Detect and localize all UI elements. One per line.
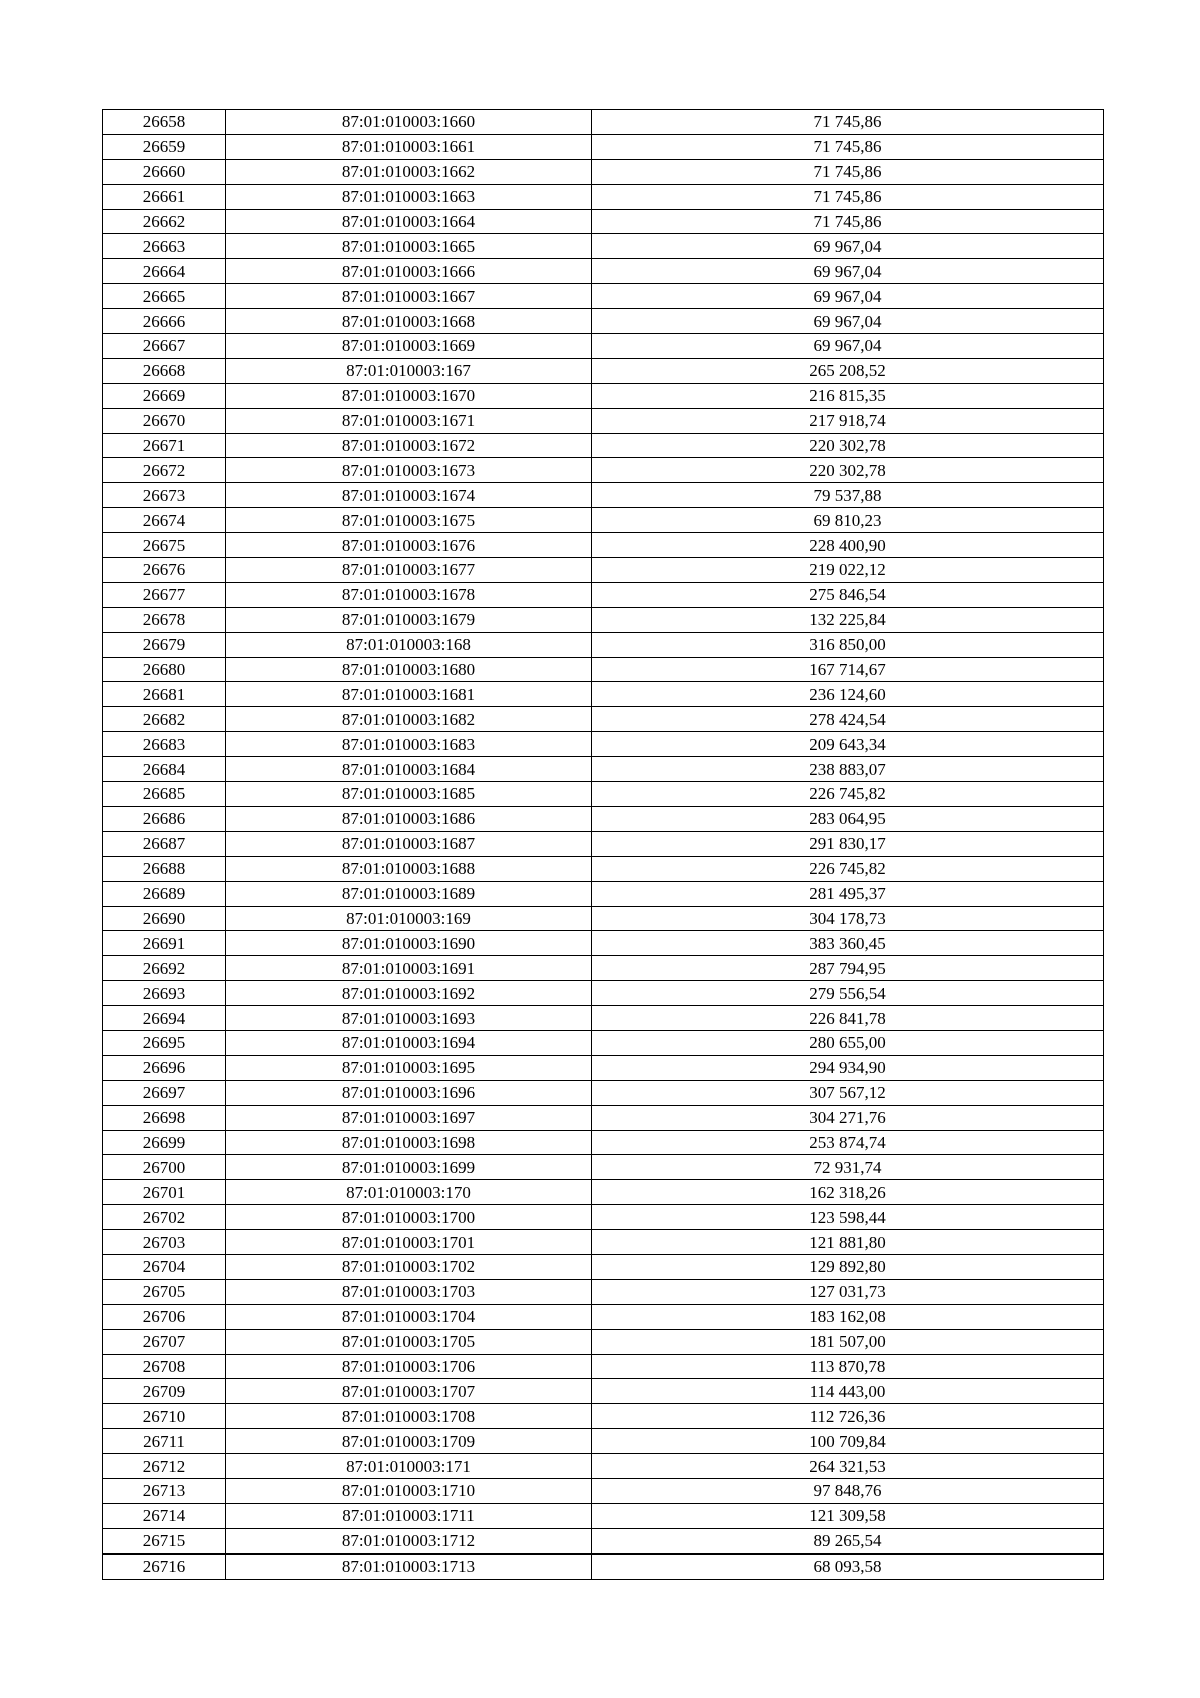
cadastral-number-cell: 87:01:010003:1684 (226, 757, 592, 782)
cadastral-number-cell: 87:01:010003:168 (226, 632, 592, 657)
table-row (103, 582, 1104, 607)
value-cell: 280 655,00 (592, 1030, 1104, 1055)
value-cell: 294 934,90 (592, 1055, 1104, 1080)
table-row (103, 906, 1104, 931)
cadastral-number-cell: 87:01:010003:1683 (226, 732, 592, 757)
cadastral-number-cell: 87:01:010003:1664 (226, 209, 592, 234)
value-cell: 69 967,04 (592, 309, 1104, 334)
table-row (103, 881, 1104, 906)
table-row (103, 1230, 1104, 1255)
value-cell: 69 967,04 (592, 259, 1104, 284)
row-number-cell: 26658 (103, 110, 226, 135)
table-row (103, 707, 1104, 732)
row-number-cell: 26685 (103, 782, 226, 807)
table-row (103, 284, 1104, 309)
value-cell: 281 495,37 (592, 881, 1104, 906)
table-row (103, 1304, 1104, 1329)
table-row (103, 309, 1104, 334)
value-cell: 275 846,54 (592, 582, 1104, 607)
value-cell: 69 967,04 (592, 234, 1104, 259)
value-cell: 71 745,86 (592, 209, 1104, 234)
value-cell: 121 881,80 (592, 1230, 1104, 1255)
row-number-cell: 26691 (103, 931, 226, 956)
cadastral-number-cell: 87:01:010003:1690 (226, 931, 592, 956)
value-cell: 216 815,35 (592, 383, 1104, 408)
value-cell: 226 841,78 (592, 1006, 1104, 1031)
row-number-cell: 26661 (103, 184, 226, 209)
table-row (103, 632, 1104, 657)
value-cell: 291 830,17 (592, 831, 1104, 856)
row-number-cell: 26676 (103, 558, 226, 583)
row-number-cell: 26701 (103, 1180, 226, 1205)
cadastral-number-cell: 87:01:010003:1670 (226, 383, 592, 408)
table-row (103, 483, 1104, 508)
table-row (103, 806, 1104, 831)
cadastral-number-cell: 87:01:010003:1687 (226, 831, 592, 856)
cadastral-number-cell: 87:01:010003:1666 (226, 259, 592, 284)
table-row (103, 1254, 1104, 1279)
value-cell: 304 271,76 (592, 1105, 1104, 1130)
row-number-cell: 26672 (103, 458, 226, 483)
cadastral-number-cell: 87:01:010003:1662 (226, 159, 592, 184)
row-number-cell: 26670 (103, 408, 226, 433)
row-number-cell: 26683 (103, 732, 226, 757)
value-cell: 278 424,54 (592, 707, 1104, 732)
table-row (103, 1030, 1104, 1055)
value-cell: 97 848,76 (592, 1478, 1104, 1503)
row-number-cell: 26669 (103, 383, 226, 408)
cadastral-number-cell: 87:01:010003:1699 (226, 1155, 592, 1180)
row-number-cell: 26711 (103, 1429, 226, 1454)
table-row (103, 956, 1104, 981)
table-body (103, 110, 1104, 1580)
cadastral-number-cell: 87:01:010003:1696 (226, 1080, 592, 1105)
value-cell: 307 567,12 (592, 1080, 1104, 1105)
cadastral-number-cell: 87:01:010003:1668 (226, 309, 592, 334)
table-row (103, 358, 1104, 383)
cadastral-number-cell: 87:01:010003:1686 (226, 806, 592, 831)
cadastral-number-cell: 87:01:010003:170 (226, 1180, 592, 1205)
value-cell: 71 745,86 (592, 159, 1104, 184)
value-cell: 121 309,58 (592, 1503, 1104, 1528)
table-row (103, 831, 1104, 856)
value-cell: 236 124,60 (592, 682, 1104, 707)
table-row (103, 1105, 1104, 1130)
cadastral-number-cell: 87:01:010003:1681 (226, 682, 592, 707)
value-cell: 69 810,23 (592, 508, 1104, 533)
value-cell: 226 745,82 (592, 782, 1104, 807)
cadastral-number-cell: 87:01:010003:1679 (226, 607, 592, 632)
table-row (103, 1528, 1104, 1553)
value-cell: 71 745,86 (592, 134, 1104, 159)
value-cell: 72 931,74 (592, 1155, 1104, 1180)
cadastral-number-cell: 87:01:010003:1673 (226, 458, 592, 483)
row-number-cell: 26694 (103, 1006, 226, 1031)
cadastral-number-cell: 87:01:010003:1676 (226, 533, 592, 558)
table-row (103, 1279, 1104, 1304)
cadastral-number-cell: 87:01:010003:1685 (226, 782, 592, 807)
row-number-cell: 26698 (103, 1105, 226, 1130)
cadastral-number-cell: 87:01:010003:1677 (226, 558, 592, 583)
cadastral-number-cell: 87:01:010003:1678 (226, 582, 592, 607)
row-number-cell: 26662 (103, 209, 226, 234)
value-cell: 68 093,58 (592, 1554, 1104, 1579)
row-number-cell: 26684 (103, 757, 226, 782)
row-number-cell: 26674 (103, 508, 226, 533)
table-row (103, 1155, 1104, 1180)
cadastral-number-cell: 87:01:010003:1689 (226, 881, 592, 906)
value-cell: 132 225,84 (592, 607, 1104, 632)
cadastral-number-cell: 87:01:010003:167 (226, 358, 592, 383)
table-row (103, 1379, 1104, 1404)
cadastral-number-cell: 87:01:010003:1667 (226, 284, 592, 309)
table-row (103, 334, 1104, 359)
value-cell: 287 794,95 (592, 956, 1104, 981)
value-cell: 69 967,04 (592, 284, 1104, 309)
row-number-cell: 26659 (103, 134, 226, 159)
row-number-cell: 26702 (103, 1205, 226, 1230)
cadastral-number-cell: 87:01:010003:1693 (226, 1006, 592, 1031)
cadastral-number-cell: 87:01:010003:1702 (226, 1254, 592, 1279)
row-number-cell: 26681 (103, 682, 226, 707)
value-cell: 71 745,86 (592, 184, 1104, 209)
cadastral-number-cell: 87:01:010003:1713 (226, 1554, 592, 1579)
value-cell: 228 400,90 (592, 533, 1104, 558)
table-row (103, 558, 1104, 583)
cadastral-number-cell: 87:01:010003:1707 (226, 1379, 592, 1404)
value-cell: 71 745,86 (592, 110, 1104, 135)
cadastral-number-cell: 87:01:010003:1671 (226, 408, 592, 433)
table-row (103, 533, 1104, 558)
cadastral-value-table (102, 109, 1104, 1580)
row-number-cell: 26697 (103, 1080, 226, 1105)
row-number-cell: 26660 (103, 159, 226, 184)
row-number-cell: 26663 (103, 234, 226, 259)
cadastral-number-cell: 87:01:010003:1665 (226, 234, 592, 259)
table-row (103, 383, 1104, 408)
cadastral-number-cell: 87:01:010003:1691 (226, 956, 592, 981)
table-row (103, 134, 1104, 159)
table-row (103, 1354, 1104, 1379)
table-row (103, 209, 1104, 234)
cadastral-number-cell: 87:01:010003:1672 (226, 433, 592, 458)
row-number-cell: 26712 (103, 1454, 226, 1479)
row-number-cell: 26671 (103, 433, 226, 458)
row-number-cell: 26690 (103, 906, 226, 931)
cadastral-number-cell: 87:01:010003:1688 (226, 856, 592, 881)
cadastral-number-cell: 87:01:010003:169 (226, 906, 592, 931)
table-row (103, 1080, 1104, 1105)
value-cell: 304 178,73 (592, 906, 1104, 931)
value-cell: 89 265,54 (592, 1528, 1104, 1553)
value-cell: 181 507,00 (592, 1329, 1104, 1354)
table-row (103, 458, 1104, 483)
value-cell: 129 892,80 (592, 1254, 1104, 1279)
row-number-cell: 26700 (103, 1155, 226, 1180)
value-cell: 209 643,34 (592, 732, 1104, 757)
cadastral-number-cell: 87:01:010003:1680 (226, 657, 592, 682)
table-row (103, 508, 1104, 533)
value-cell: 127 031,73 (592, 1279, 1104, 1304)
row-number-cell: 26710 (103, 1404, 226, 1429)
value-cell: 238 883,07 (592, 757, 1104, 782)
table-row (103, 1454, 1104, 1479)
row-number-cell: 26707 (103, 1329, 226, 1354)
row-number-cell: 26695 (103, 1030, 226, 1055)
table-row (103, 1130, 1104, 1155)
row-number-cell: 26679 (103, 632, 226, 657)
value-cell: 279 556,54 (592, 981, 1104, 1006)
table-row (103, 159, 1104, 184)
table-row (103, 981, 1104, 1006)
table-row (103, 408, 1104, 433)
row-number-cell: 26705 (103, 1279, 226, 1304)
table-row (103, 657, 1104, 682)
row-number-cell: 26673 (103, 483, 226, 508)
row-number-cell: 26689 (103, 881, 226, 906)
cadastral-number-cell: 87:01:010003:1695 (226, 1055, 592, 1080)
cadastral-number-cell: 87:01:010003:1704 (226, 1304, 592, 1329)
table-row (103, 234, 1104, 259)
cadastral-number-cell: 87:01:010003:1709 (226, 1429, 592, 1454)
value-cell: 167 714,67 (592, 657, 1104, 682)
table-row (103, 856, 1104, 881)
row-number-cell: 26709 (103, 1379, 226, 1404)
cadastral-number-cell: 87:01:010003:1700 (226, 1205, 592, 1230)
value-cell: 316 850,00 (592, 632, 1104, 657)
row-number-cell: 26682 (103, 707, 226, 732)
row-number-cell: 26665 (103, 284, 226, 309)
table-row (103, 757, 1104, 782)
value-cell: 226 745,82 (592, 856, 1104, 881)
row-number-cell: 26677 (103, 582, 226, 607)
cadastral-number-cell: 87:01:010003:1694 (226, 1030, 592, 1055)
row-number-cell: 26699 (103, 1130, 226, 1155)
table-row (103, 1329, 1104, 1354)
row-number-cell: 26678 (103, 607, 226, 632)
table-row (103, 1478, 1104, 1503)
row-number-cell: 26716 (103, 1554, 226, 1579)
cadastral-number-cell: 87:01:010003:1701 (226, 1230, 592, 1255)
row-number-cell: 26704 (103, 1254, 226, 1279)
row-number-cell: 26708 (103, 1354, 226, 1379)
cadastral-number-cell: 87:01:010003:1674 (226, 483, 592, 508)
value-cell: 162 318,26 (592, 1180, 1104, 1205)
value-cell: 264 321,53 (592, 1454, 1104, 1479)
value-cell: 283 064,95 (592, 806, 1104, 831)
table-row (103, 782, 1104, 807)
table-row (103, 607, 1104, 632)
value-cell: 112 726,36 (592, 1404, 1104, 1429)
row-number-cell: 26686 (103, 806, 226, 831)
table-row (103, 732, 1104, 757)
table-row (103, 1006, 1104, 1031)
row-number-cell: 26714 (103, 1503, 226, 1528)
value-cell: 183 162,08 (592, 1304, 1104, 1329)
cadastral-number-cell: 87:01:010003:1711 (226, 1503, 592, 1528)
cadastral-number-cell: 87:01:010003:1712 (226, 1528, 592, 1553)
value-cell: 220 302,78 (592, 433, 1104, 458)
row-number-cell: 26668 (103, 358, 226, 383)
row-number-cell: 26706 (103, 1304, 226, 1329)
value-cell: 79 537,88 (592, 483, 1104, 508)
row-number-cell: 26666 (103, 309, 226, 334)
table-row (103, 1503, 1104, 1528)
row-number-cell: 26696 (103, 1055, 226, 1080)
cadastral-number-cell: 87:01:010003:1698 (226, 1130, 592, 1155)
cadastral-number-cell: 87:01:010003:1675 (226, 508, 592, 533)
value-cell: 265 208,52 (592, 358, 1104, 383)
table-row (103, 184, 1104, 209)
table-row (103, 110, 1104, 135)
cadastral-number-cell: 87:01:010003:1669 (226, 334, 592, 359)
row-number-cell: 26688 (103, 856, 226, 881)
row-number-cell: 26703 (103, 1230, 226, 1255)
cadastral-number-cell: 87:01:010003:1705 (226, 1329, 592, 1354)
cadastral-number-cell: 87:01:010003:1706 (226, 1354, 592, 1379)
cadastral-number-cell: 87:01:010003:1692 (226, 981, 592, 1006)
table-row (103, 1205, 1104, 1230)
row-number-cell: 26667 (103, 334, 226, 359)
table-row (103, 931, 1104, 956)
cadastral-number-cell: 87:01:010003:1682 (226, 707, 592, 732)
cadastral-number-cell: 87:01:010003:171 (226, 1454, 592, 1479)
row-number-cell: 26715 (103, 1528, 226, 1553)
table-row (103, 1055, 1104, 1080)
value-cell: 217 918,74 (592, 408, 1104, 433)
table-row (103, 1554, 1104, 1579)
row-number-cell: 26713 (103, 1478, 226, 1503)
table-row (103, 1404, 1104, 1429)
value-cell: 69 967,04 (592, 334, 1104, 359)
cadastral-number-cell: 87:01:010003:1708 (226, 1404, 592, 1429)
value-cell: 219 022,12 (592, 558, 1104, 583)
cadastral-number-cell: 87:01:010003:1661 (226, 134, 592, 159)
value-cell: 220 302,78 (592, 458, 1104, 483)
cadastral-number-cell: 87:01:010003:1703 (226, 1279, 592, 1304)
row-number-cell: 26664 (103, 259, 226, 284)
cadastral-number-cell: 87:01:010003:1663 (226, 184, 592, 209)
cadastral-number-cell: 87:01:010003:1697 (226, 1105, 592, 1130)
row-number-cell: 26687 (103, 831, 226, 856)
table-row (103, 433, 1104, 458)
value-cell: 114 443,00 (592, 1379, 1104, 1404)
row-number-cell: 26680 (103, 657, 226, 682)
row-number-cell: 26693 (103, 981, 226, 1006)
table-row (103, 1429, 1104, 1454)
value-cell: 123 598,44 (592, 1205, 1104, 1230)
row-number-cell: 26692 (103, 956, 226, 981)
value-cell: 383 360,45 (592, 931, 1104, 956)
cadastral-number-cell: 87:01:010003:1660 (226, 110, 592, 135)
row-number-cell: 26675 (103, 533, 226, 558)
table-row (103, 1180, 1104, 1205)
value-cell: 253 874,74 (592, 1130, 1104, 1155)
table-row (103, 682, 1104, 707)
table-row (103, 259, 1104, 284)
cadastral-number-cell: 87:01:010003:1710 (226, 1478, 592, 1503)
value-cell: 100 709,84 (592, 1429, 1104, 1454)
value-cell: 113 870,78 (592, 1354, 1104, 1379)
